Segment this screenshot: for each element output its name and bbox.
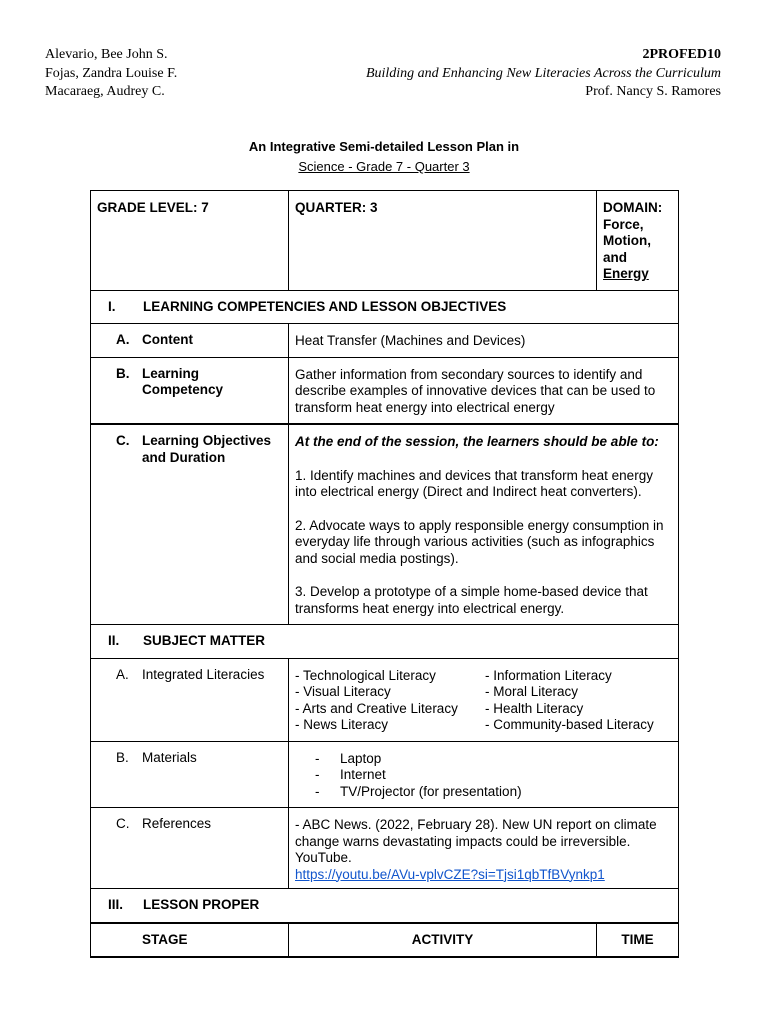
references-row: C. References - ABC News. (2022, February 28). New UN report on climate change warns devastating impacts could be irreversible. YouTube. https://youtu.be/AVu-vplvCZE?si=Tjsi1qbTfBVynkp1: [91, 808, 679, 889]
objective-item: 2. Advocate ways to apply responsible energy consumption in everyday life through various activities (such as infographics and social media postings).: [295, 517, 664, 566]
author-list: [45, 46, 177, 102]
stage-header: STAGE: [142, 931, 188, 947]
professor-name: Prof. Nancy S. Ramores: [585, 84, 721, 99]
objectives-value: [289, 425, 678, 624]
course-code: 2PROFED10: [642, 47, 721, 62]
competency-row: B. Learning Competency Gather information from secondary sources to identify and describe examples of innovative devices that can be used to transform heat energy into electrical energy: [91, 357, 679, 424]
list-item: - Technological Literacy: [295, 667, 436, 683]
reference-text: - ABC News. (2022, February 28). New UN report on climate change warns devastating impacts could be irreversible. YouTube.: [295, 817, 657, 865]
list-item: - Visual Literacy: [295, 684, 391, 699]
activity-header: ACTIVITY: [411, 931, 474, 947]
grade-level: GRADE LEVEL: 7: [97, 200, 209, 215]
time-header: TIME: [621, 931, 654, 947]
lesson-plan-title: An Integrative Semi-detailed Lesson Plan in: [248, 139, 520, 154]
row-label: Learning Competency: [142, 365, 224, 397]
list-item: - Arts and Creative Literacy: [295, 700, 458, 716]
list-item: - News Literacy: [295, 717, 389, 732]
content-value: Heat Transfer (Machines and Devices): [295, 333, 526, 348]
list-item: - Community-based Literacy: [485, 717, 654, 732]
objective-item: 3. Develop a prototype of a simple home-based device that transforms heat energy into electrical energy.: [295, 584, 648, 616]
content-row: A. Content Heat Transfer (Machines and Devices): [91, 324, 679, 358]
reference-link[interactable]: https://youtu.be/AVu-vplvCZE?si=Tjsi1qbTfBVynkp1: [295, 866, 605, 882]
lesson-header-row: [91, 923, 679, 958]
materials-list: [295, 751, 672, 801]
row-label: Integrated Literacies: [142, 666, 265, 682]
author-name: Fojas, Zandra Louise F.: [45, 65, 178, 81]
section-heading: III. LESSON PROPER: [108, 897, 260, 912]
row-label: Materials: [142, 749, 197, 765]
section-heading-row: [91, 889, 679, 923]
row-label: Content: [142, 332, 193, 347]
author-name: Macaraeg, Audrey C.: [45, 84, 165, 99]
list-item: - Moral Literacy: [485, 684, 579, 699]
objectives-intro: At the end of the session, the learners should be able to:: [295, 434, 659, 449]
materials-row: B. Materials - Laptop - Internet - TV/Projector (for presentation): [91, 741, 679, 808]
literacies-list: [289, 659, 678, 741]
list-item: - Health Literacy: [485, 700, 584, 716]
section-heading-row: [91, 290, 679, 324]
lesson-plan-table: [90, 190, 679, 958]
author-name: Alevario, Bee John S.: [45, 47, 168, 62]
competency-value: Gather information from secondary sources to identify and describe examples of innovative devices that can be used to transform heat energy into electrical energy: [295, 366, 656, 415]
course-info: [366, 46, 721, 102]
course-title: Building and Enhancing New Literacies Across the Curriculum: [365, 65, 721, 81]
section-heading: I. LEARNING COMPETENCIES AND LESSON OBJECTIVES: [108, 298, 507, 314]
list-item: - TV/Projector (for presentation): [315, 783, 522, 799]
lesson-plan-subtitle: Science - Grade 7 - Quarter 3: [298, 159, 470, 174]
row-label: References: [142, 816, 212, 831]
top-info-row: [91, 191, 679, 291]
section-heading: II. SUBJECT MATTER: [108, 633, 266, 648]
list-item: - Laptop: [315, 750, 382, 766]
domain: DOMAIN: Force, Motion, and Energy: [603, 200, 663, 281]
row-label: Learning Objectives and Duration: [142, 433, 272, 465]
objectives-row: C. Learning Objectives and Duration At the end of the session, the learners should be able to: 1. Identify machines and devices that transform heat energy into electrical energy (Direct and Indirect heat converters). 2. Advocate ways to apply responsible energy consumption in everyday life through various activities (such as infographics and social media postings). 3. Develop a prototype of a simple home-based device that transforms heat energy into electrical energy.: [91, 424, 679, 625]
section-heading-row: [91, 625, 679, 659]
objective-item: 1. Identify machines and devices that transform heat energy into electrical energy (Direct and Indirect heat converters).: [295, 467, 653, 499]
list-item: - Internet: [315, 767, 386, 782]
literacies-row: A. Integrated Literacies - Technological Literacy - Visual Literacy - Arts and Creative Literacy - News Literacy - Information Literacy - Moral Literacy - Health Literacy - Community-based Literacy: [91, 658, 679, 741]
list-item: - Information Literacy: [485, 667, 612, 683]
quarter: QUARTER: 3: [295, 200, 378, 215]
